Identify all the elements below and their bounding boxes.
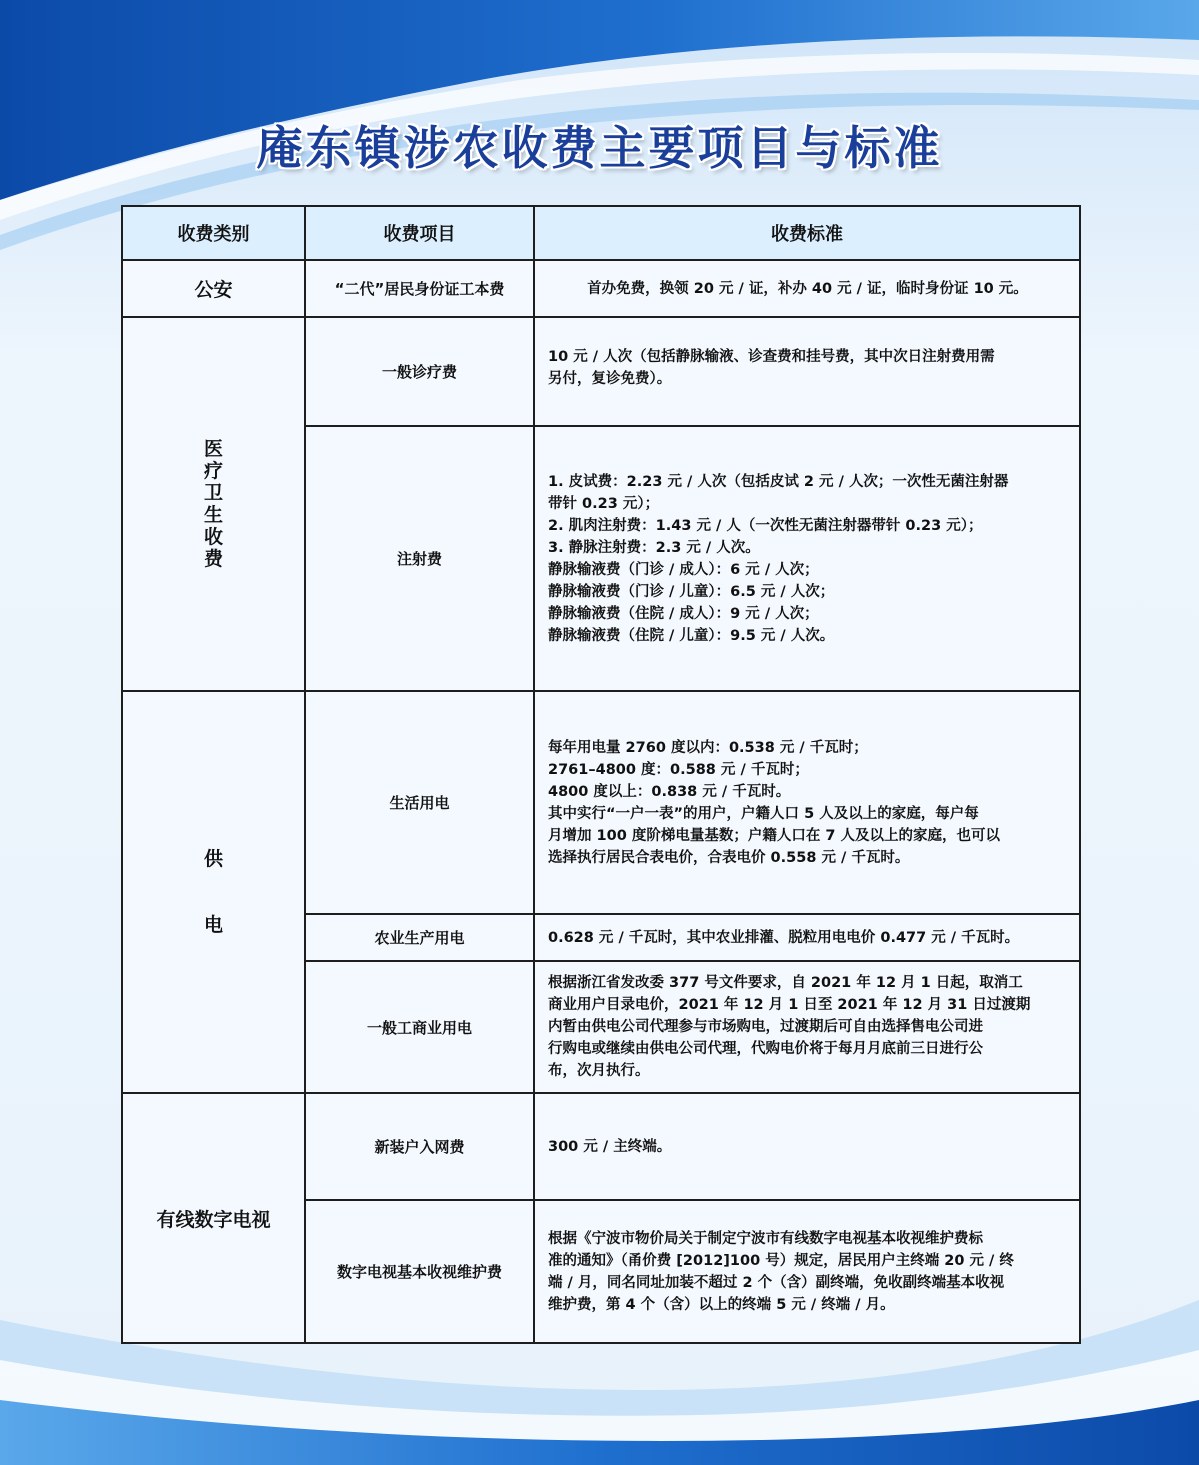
category-power-label-1: 供 bbox=[203, 848, 223, 870]
standard-line: 布，次月执行。 bbox=[548, 1063, 650, 1079]
table-row bbox=[122, 691, 1080, 914]
item-residential-power: 生活用电 bbox=[305, 691, 534, 914]
item-injection: 注射费 bbox=[305, 426, 534, 691]
header-item: 收费项目 bbox=[305, 206, 534, 260]
standard-tv-maintenance bbox=[534, 1200, 1080, 1343]
standard-line: 静脉输液费（门诊 / 儿童）：6.5 元 / 人次； bbox=[548, 583, 835, 600]
header-category: 收费类别 bbox=[122, 206, 305, 260]
standard-injection bbox=[534, 426, 1080, 691]
standard-line: 准的通知》（甬价费 [2012]100 号）规定，居民用户主终端 20 元 / 终 bbox=[548, 1252, 1014, 1269]
standard-line: 每年用电量 2760 度以内：0.538 元 / 千瓦时； bbox=[548, 739, 868, 756]
standard-line: 维护费，第 4 个（含）以上的终端 5 元 / 终端 / 月。 bbox=[548, 1296, 895, 1313]
standard-line: 另付，复诊免费）。 bbox=[548, 371, 672, 387]
item-general-consult: 一般诊疗费 bbox=[305, 317, 534, 426]
table-row bbox=[122, 1093, 1080, 1200]
category-medical bbox=[122, 317, 305, 691]
header-standard: 收费标准 bbox=[534, 206, 1080, 260]
standard-line: 月增加 100 度阶梯电量基数；户籍人口在 7 人及以上的家庭，也可以 bbox=[548, 827, 1001, 844]
standard-commercial-power bbox=[534, 961, 1080, 1093]
standard-line: 带针 0.23 元）； bbox=[548, 495, 660, 512]
standard-line: 3. 静脉注射费：2.3 元 / 人次。 bbox=[548, 539, 760, 556]
category-medical-label: 医疗卫生收费 bbox=[203, 438, 223, 570]
standard-line: 1. 皮试费：2.23 元 / 人次（包括皮试 2 元 / 人次；一次性无菌注射器 bbox=[548, 473, 1009, 490]
category-police: 公安 bbox=[122, 260, 305, 317]
standard-agri-power: 0.628 元 / 千瓦时，其中农业排灌、脱粒用电电价 0.477 元 / 千瓦时。 bbox=[534, 914, 1080, 961]
standard-residential-power bbox=[534, 691, 1080, 914]
standard-line: 2761–4800 度：0.588 元 / 千瓦时； bbox=[548, 761, 809, 778]
item-agri-power: 农业生产用电 bbox=[305, 914, 534, 961]
standard-line: 选择执行居民合表电价，合表电价 0.558 元 / 千瓦时。 bbox=[548, 849, 910, 866]
standard-line: 静脉输液费（住院 / 成人）：9 元 / 人次； bbox=[548, 605, 819, 622]
standard-line: 其中实行“一户一表”的用户，户籍人口 5 人及以上的家庭，每户每 bbox=[548, 805, 979, 822]
fee-table bbox=[121, 205, 1081, 1344]
category-power bbox=[122, 691, 305, 1093]
standard-line: 静脉输液费（门诊 / 成人）：6 元 / 人次； bbox=[548, 561, 819, 578]
standard-line: 4800 度以上：0.838 元 / 千瓦时。 bbox=[548, 783, 791, 800]
category-tv: 有线数字电视 bbox=[122, 1093, 305, 1343]
item-commercial-power: 一般工商业用电 bbox=[305, 961, 534, 1093]
item-id-card-fee: “二代”居民身份证工本费 bbox=[305, 260, 534, 317]
standard-line: 静脉输液费（住院 / 儿童）：9.5 元 / 人次。 bbox=[548, 627, 835, 644]
item-tv-maintenance: 数字电视基本收视维护费 bbox=[305, 1200, 534, 1343]
page-title: 庵东镇涉农收费主要项目与标准 bbox=[256, 121, 943, 175]
standard-line: 根据浙江省发改委 377 号文件要求，自 2021 年 12 月 1 日起，取消工 bbox=[548, 975, 1023, 991]
standard-line: 根据《宁波市物价局关于制定宁波市有线数字电视基本收视维护费标 bbox=[548, 1230, 983, 1247]
standard-tv-install: 300 元 / 主终端。 bbox=[534, 1093, 1080, 1200]
standard-line: 内暂由供电公司代理参与市场购电，过渡期后可自由选择售电公司进 bbox=[548, 1019, 983, 1035]
standard-line: 2. 肌肉注射费：1.43 元 / 人（一次性无菌注射器带针 0.23 元）； bbox=[548, 517, 983, 534]
standard-id-card-fee: 首办免费，换领 20 元 / 证，补办 40 元 / 证，临时身份证 10 元。 bbox=[534, 260, 1080, 317]
standard-line: 10 元 / 人次（包括静脉输液、诊查费和挂号费，其中次日注射费用需 bbox=[548, 349, 995, 365]
category-power-label-2: 电 bbox=[203, 914, 223, 936]
table-row bbox=[122, 317, 1080, 426]
standard-line: 行购电或继续由供电公司代理，代购电价将于每月月底前三日进行公 bbox=[548, 1041, 983, 1057]
item-tv-install: 新装户入网费 bbox=[305, 1093, 534, 1200]
standard-line: 端 / 月，同名同址加装不超过 2 个（含）副终端，免收副终端基本收视 bbox=[548, 1274, 1005, 1291]
standard-general-consult bbox=[534, 317, 1080, 426]
table-row bbox=[122, 260, 1080, 317]
table-header-row bbox=[122, 206, 1080, 260]
standard-line: 商业用户目录电价，2021 年 12 月 1 日至 2021 年 12 月 31 日过渡期 bbox=[548, 997, 1031, 1013]
